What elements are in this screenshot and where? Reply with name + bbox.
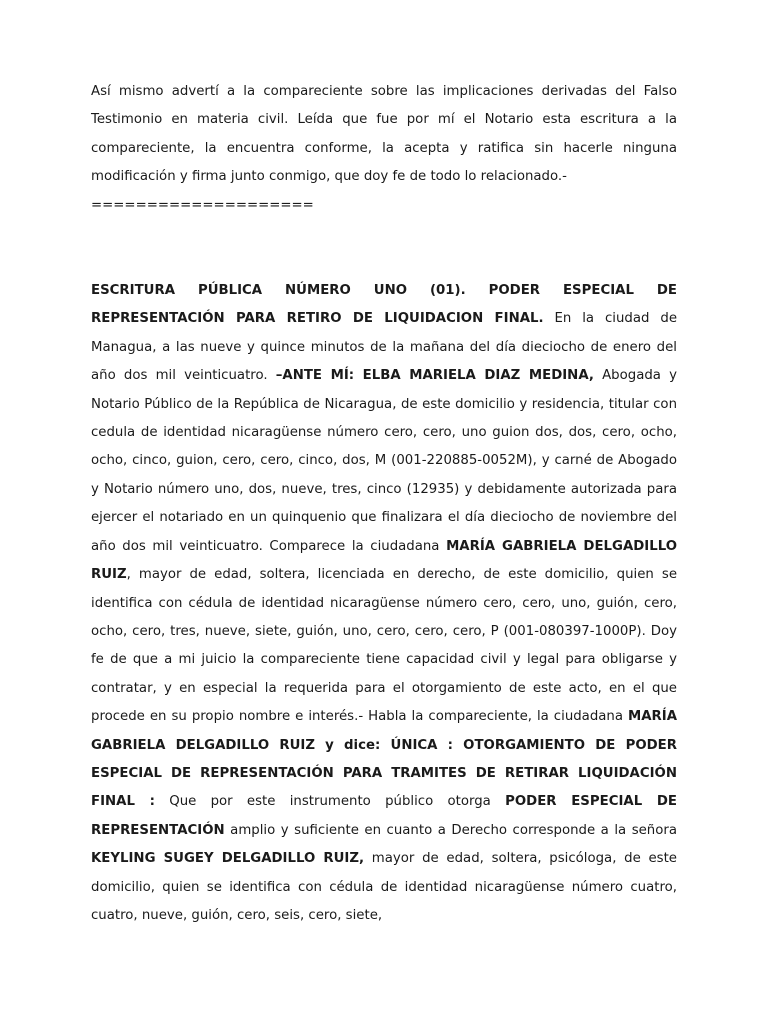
notary-name: –ANTE MÍ: ELBA MARIELA DIAZ MEDINA,	[275, 368, 594, 384]
clause-heading: MARÍA GABRIELA DELGADILLO RUIZ y dice: ÚNICA : OTORGAMIENTO DE PODER ESPECIAL DE REPRESENTACIÓN PARA TRAMITES DE RETIRAR LIQUIDACIÓN FINAL :	[91, 709, 677, 810]
deed-heading: ESCRITURA PÚBLICA NÚMERO UNO (01). PODER ESPECIAL DE REPRESENTACIÓN PARA RETIRO DE LIQUIDACION FINAL.	[91, 283, 677, 327]
closing-paragraph	[91, 78, 677, 220]
deed-paragraph	[91, 277, 677, 930]
attorney-name: KEYLING SUGEY DELGADILLO RUIZ,	[91, 851, 365, 867]
paragraph-gap	[91, 220, 677, 277]
document-body	[91, 78, 677, 930]
deed-text-grantor-details: , mayor de edad, soltera, licenciada en derecho, de este domicilio, quien se identifica con cédula de identidad nicaragüense número cero, cero, uno, guión, cero, ocho, cero, tres, nueve, siete, guión, uno, cero, cero, cero, P (001-080397-1000P). Doy fe de que a mi juicio la compareciente tiene capacidad civil y legal para obligarse y contratar, y en especial la requerida para el otorgamiento de este acto, en el que procede en su propio nombre e interés.- Habla la compareciente, la ciudadana	[91, 567, 677, 725]
closing-paragraph-text: Así mismo advertí a la compareciente sobre las implicaciones derivadas del Falso Testimonio en materia civil. Leída que fue por mí el Notario esta escritura a la compareciente, la encuentra conforme, la acepta y ratifica sin hacerle ninguna modificación y firma junto conmigo, que doy fe de todo lo relacionado.-	[91, 84, 677, 185]
deed-text-grant: Que por este instrumento público otorga	[154, 794, 506, 810]
deed-text-scope: amplio y suficiente en cuanto a Derecho corresponde a la señora	[224, 822, 677, 838]
grantor-name: MARÍA GABRIELA DELGADILLO RUIZ	[91, 538, 677, 583]
deed-text-attorney-details: mayor de edad, soltera, psicóloga, de este domicilio, quien se identifica con cédula de identidad nicaragüense número cuatro, cuatro, nueve, guión, cero, seis, cero, siete,	[91, 851, 677, 923]
power-type: PODER ESPECIAL DE REPRESENTACIÓN	[91, 794, 677, 838]
separator-line: ====================	[91, 197, 314, 213]
deed-text-notary-details: Abogada y Notario Público de la República de Nicaragua, de este domicilio y residencia, titular con cedula de identidad nicaragüense número cero, cero, uno guion dos, dos, cero, ocho, ocho, cinco, guion, cero, cero, cinco, dos, M (001-220885-0052M), y carné de Abogado y Notario número uno, dos, nueve, tres, cinco (12935) y debidamente autorizada para ejercer el notariado en un quinquenio que finalizara el día dieciocho de noviembre del año dos mil veinticuatro. Comparece la ciudadana	[91, 368, 677, 554]
deed-text-place-date: En la ciudad de Managua, a las nueve y quince minutos de la mañana del día dieciocho de enero del año dos mil veinticuatro.	[91, 311, 677, 384]
